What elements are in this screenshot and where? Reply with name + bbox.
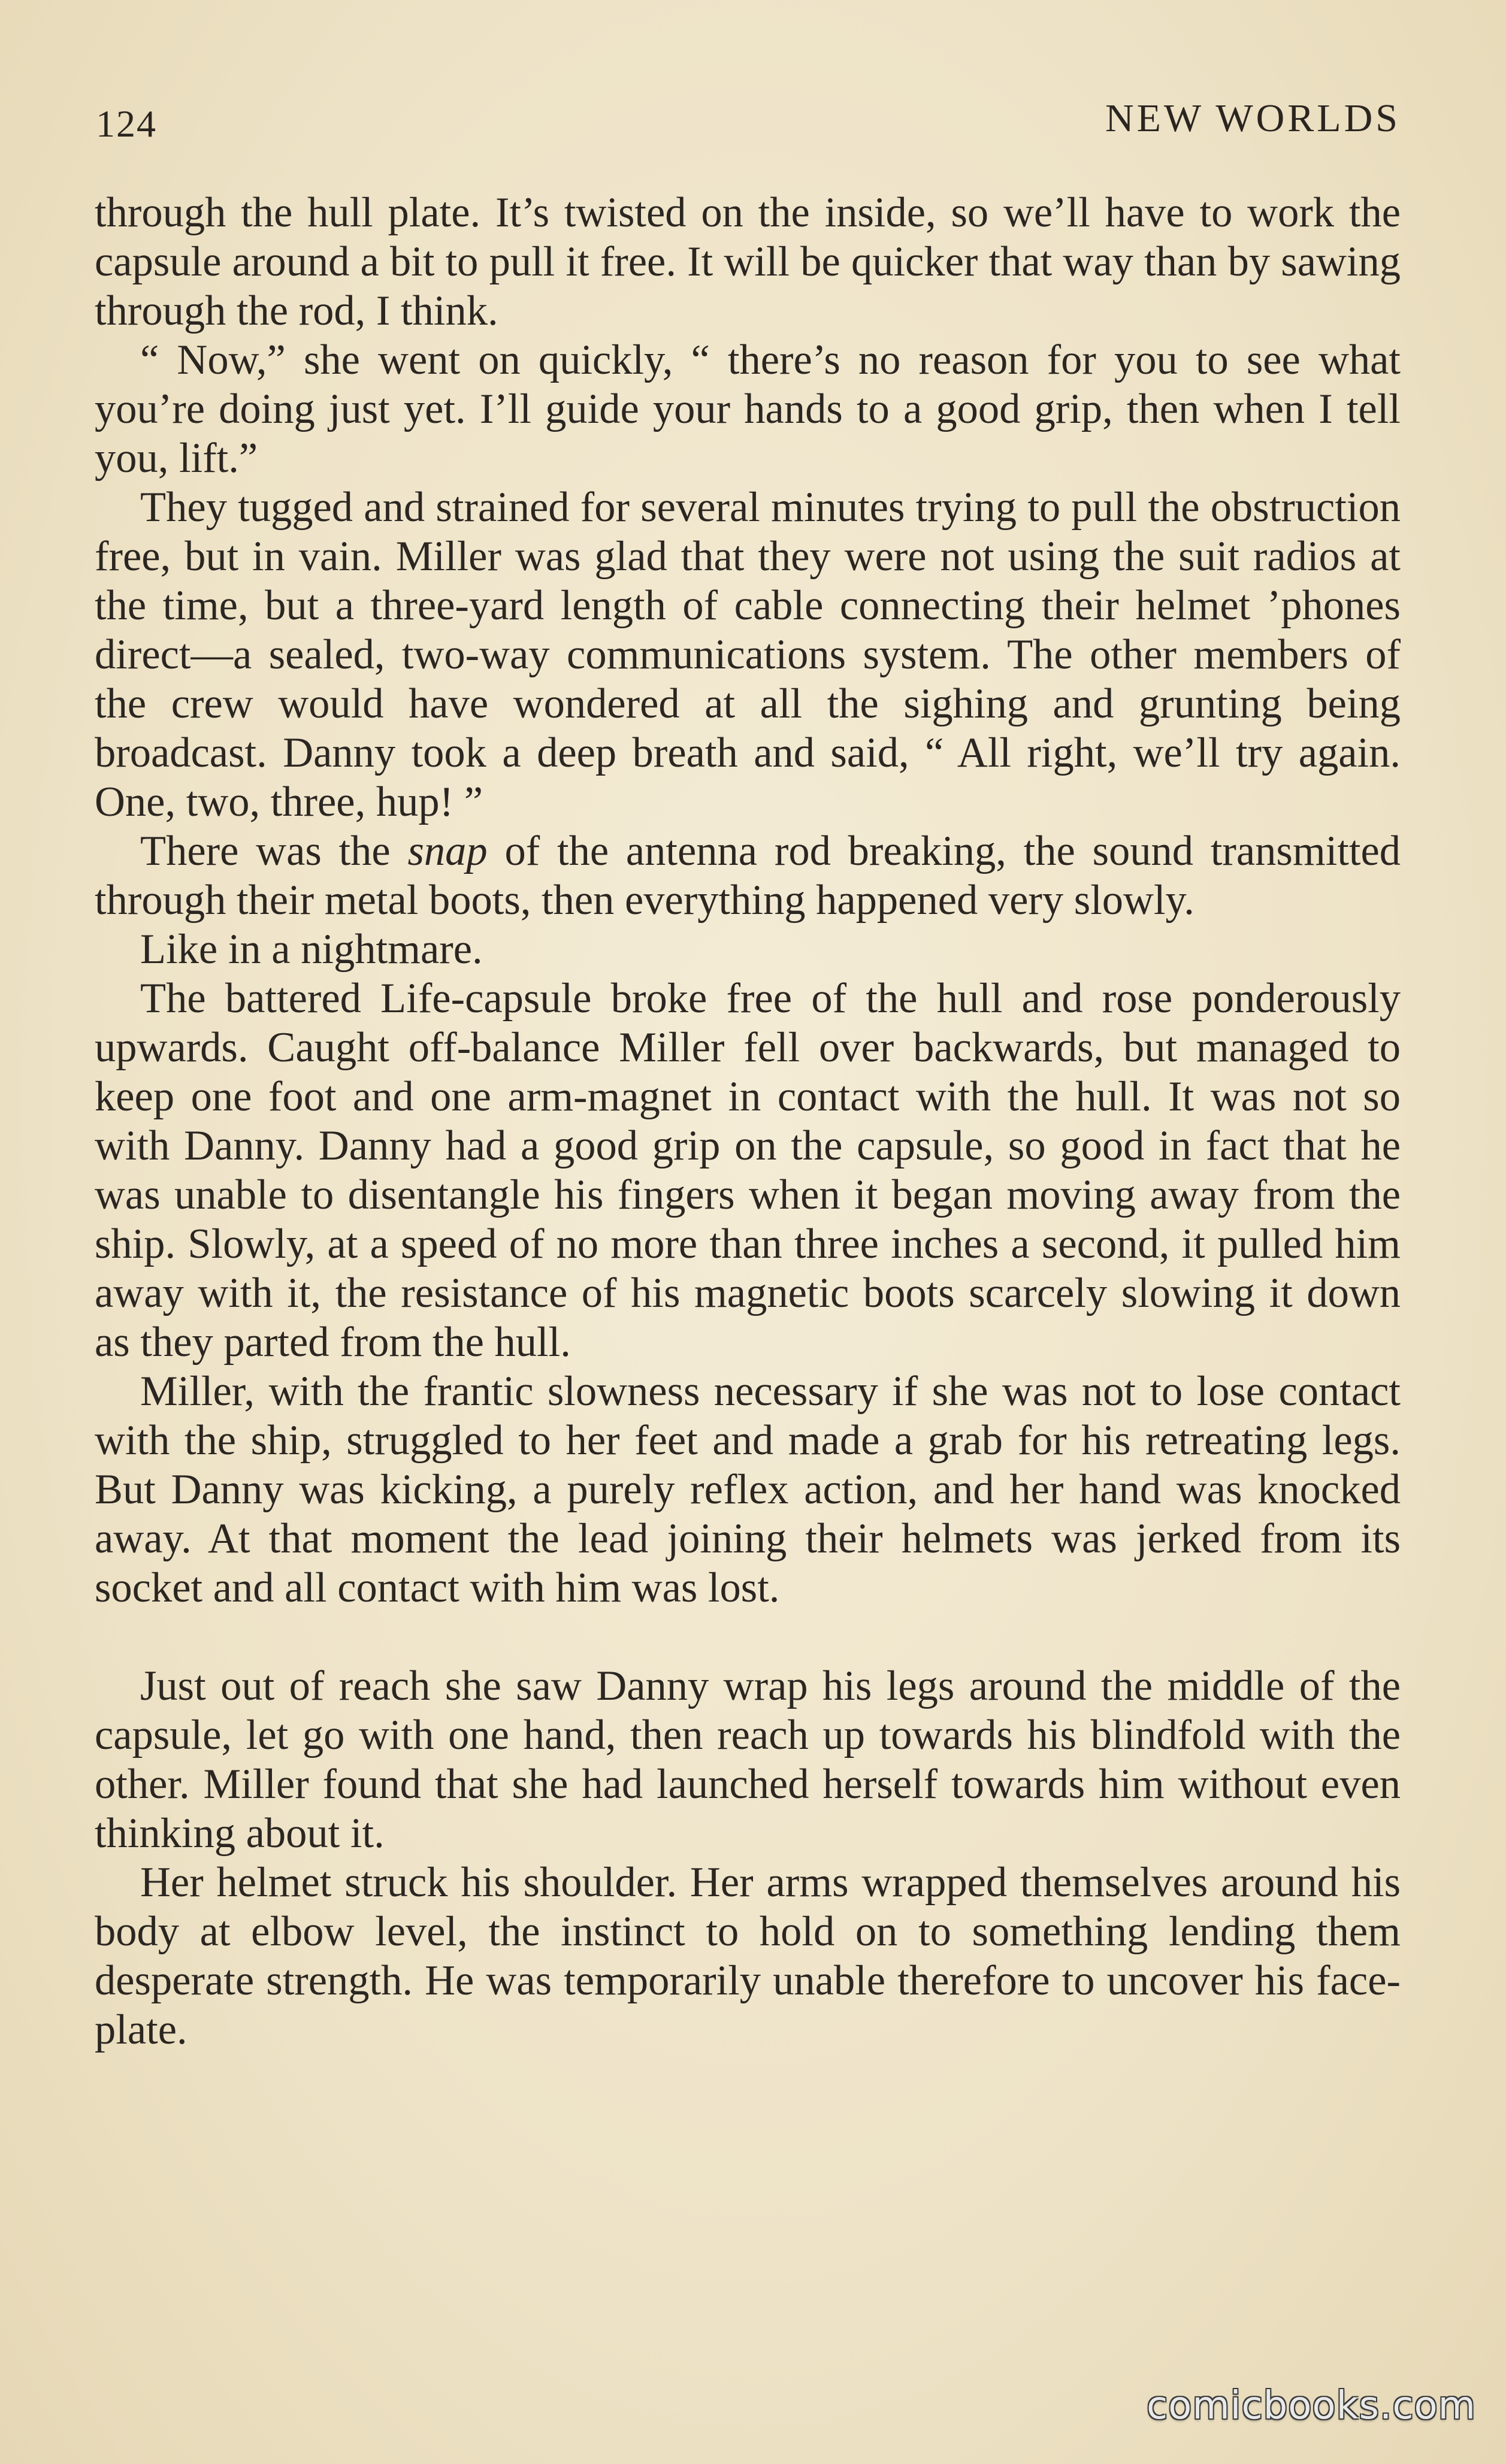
paragraph: They tugged and strained for several minutes trying to pull the obstruction free, but in vain. Miller was glad that they were not using the suit radios at the time, but a three-yard length of cable connecting their helmet ’phones direct—a sealed, two-way communications system. The other members of the crew would have wondered at all the sighing and grunting being broadcast. Danny took a deep breath and said, “ All right, we’ll try again. One, two, three, hup! ” bbox=[95, 484, 1401, 825]
page-header bbox=[96, 90, 1401, 156]
paragraph: Her helmet struck his shoulder. Her arms wrapped themselves around his body at elbow level, the instinct to hold on to something lending them desperate strength. He was temporarily unable therefore to uncover his face-plate. bbox=[95, 1859, 1401, 2053]
paragraph-text: There was the bbox=[140, 828, 408, 874]
paragraph: through the hull plate. It’s twisted on the inside, so we’ll have to work the capsule around a bit to pull it free. It will be quicker that way than by sawing through the rod, I think. bbox=[95, 189, 1401, 334]
watermark-logo: comicbooks.com bbox=[1146, 2384, 1476, 2428]
paragraph: Like in a nightmare. bbox=[140, 926, 483, 973]
paragraph: The battered Life-capsule broke free of the hull and rose ponderously upwards. Caught off-balance Miller fell over backwards, but managed to keep one foot and one arm-magnet in contact with the hull. It was not so with Danny. Danny had a good grip on the capsule, so good in fact that he was unable to disentangle his fingers when it began moving away from the ship. Slowly, at a speed of no more than three inches a second, it pulled him away with it, the resistance of his magnetic boots scarcely slowing it down as they parted from the hull. bbox=[95, 975, 1401, 1366]
page-number: 124 bbox=[96, 102, 157, 145]
italic-word: snap bbox=[407, 828, 488, 874]
running-head: NEW WORLDS bbox=[1105, 96, 1401, 140]
paragraph: Miller, with the frantic slowness necessary if she was not to lose contact with the ship, struggled to her feet and made a grab for his retreating legs. But Danny was kicking, a purely reflex action, and her hand was knocked away. At that moment the lead joining their helmets was jerked from its socket and all contact with him was lost. bbox=[95, 1368, 1401, 1611]
paragraph: “ Now,” she went on quickly, “ there’s no reason for you to see what you’re doing just yet. I’ll guide your hands to a good grip, then when I tell you, lift.” bbox=[95, 337, 1401, 482]
section-break bbox=[95, 1612, 1401, 1661]
paragraph: Just out of reach she saw Danny wrap his legs around the middle of the capsule, let go with one hand, then reach up towards his blindfold with the other. Miller found that she had launched herself towards him without even thinking about it. bbox=[95, 1663, 1401, 1857]
paragraph-text: of the antenna rod breaking, the sound transmitted through their metal boots, then everything happened very slowly. bbox=[95, 828, 1401, 924]
paragraph bbox=[95, 827, 1401, 925]
body-text bbox=[95, 188, 1401, 2054]
